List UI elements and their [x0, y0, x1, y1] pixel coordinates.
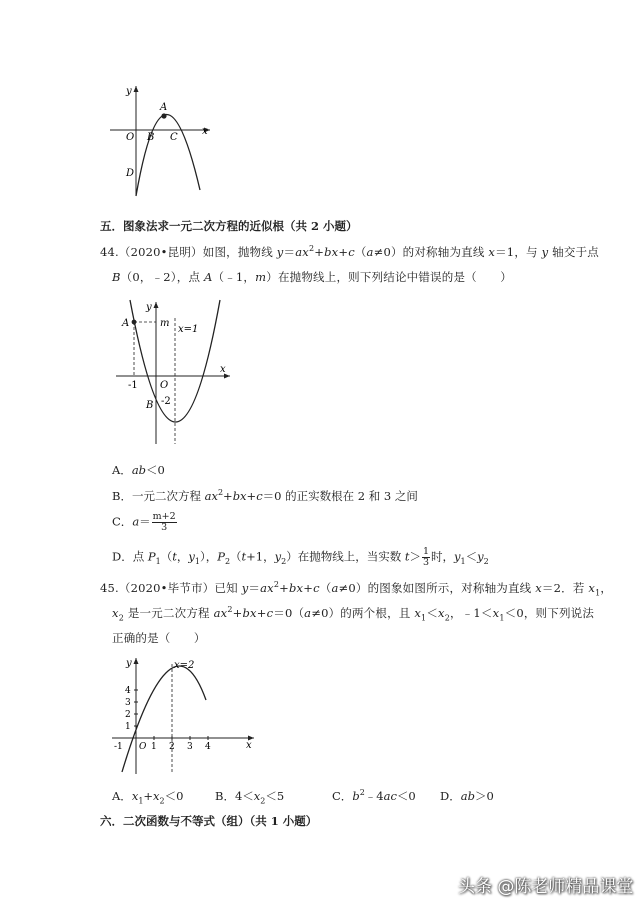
graph0-label-y: y: [126, 86, 132, 97]
graph44-label-O: O: [160, 380, 169, 391]
graph44-label-neg1: -1: [128, 380, 138, 391]
section-6-title: 六．二次函数与不等式（组）（共 1 小题）: [100, 814, 318, 828]
graph45-tick-xneg1: -1: [114, 742, 123, 752]
q44-option-c[interactable]: C．a＝ $\frac{m+2}{3}$: [112, 511, 176, 533]
watermark: 头条 @陈老师精品课堂: [458, 877, 634, 897]
fraction: $\frac{m+2}{3}$: [152, 511, 176, 533]
q45-option-a[interactable]: A．$x_1+x_2<0$: [112, 789, 184, 806]
graph45-label-O: O: [139, 742, 147, 752]
graph0-label-B: B: [147, 132, 155, 143]
graph0-label-O: O: [126, 132, 135, 143]
graph44-label-B: B: [146, 400, 154, 411]
graph44-label-m: m: [160, 318, 170, 329]
parabola-graph-q44: [108, 296, 238, 446]
graph44-label-A: A: [122, 318, 130, 329]
graph44-label-x1: x=1: [178, 324, 199, 335]
graph45-tick-y2: 2: [125, 710, 131, 720]
fraction: $\frac{1}{3}$: [423, 546, 430, 568]
graph45-tick-y4: 4: [125, 686, 131, 696]
q44-line1: 44.（2020•昆明）如图，抛物线 $y=ax^2+bx+c(a\ne 0)$的对称轴为直线 x＝1，与 y 轴交于点: [100, 244, 599, 259]
parabola-graph-q45: [106, 654, 266, 776]
graph45-tick-x3: 3: [187, 742, 193, 752]
q44-option-d[interactable]: D．点 $P_1(t$，$y_1$），$P_2(t+1$，$y_2$）在抛物线上，当实数 t＞ $\frac{1}{3}$ 时，$y_1<y_2$: [112, 546, 489, 568]
q44-line2: B（0，﹣2），点 A（﹣1，m）在抛物线上，则下列结论中错误的是（ ）: [112, 270, 512, 284]
graph45-tick-x2: 2: [169, 742, 175, 752]
graph0-label-C: C: [170, 132, 178, 143]
graph45-label-x: x: [246, 740, 252, 751]
graph45-label-y: y: [126, 658, 132, 669]
graph44-label-neg2: -2: [161, 396, 171, 407]
q45-line3: 正确的是（ ）: [112, 631, 206, 645]
parabola-graph-top: [100, 78, 220, 198]
graph45-tick-y1: 1: [125, 722, 131, 732]
q44-option-a[interactable]: A．ab＜0: [112, 463, 165, 477]
q45-line2: $x_2$ 是一元二次方程 $ax^2+bx+c=0(a\ne 0)$的两个根，且 $x_1<x_2$，$﹣1<x_1<0$，则下列说法: [112, 605, 595, 623]
graph0-label-A: A: [160, 102, 168, 113]
graph0-label-x: x: [202, 126, 208, 137]
q45-option-d[interactable]: D．ab＞0: [440, 789, 494, 803]
graph44-label-y: y: [146, 302, 152, 313]
q44-option-b[interactable]: B．一元二次方程 $ax^2+bx+c=0$ 的正实数根在 2 和 3 之间: [112, 488, 418, 503]
section-5-title: 五．图象法求一元二次方程的近似根（共 2 小题）: [100, 219, 358, 233]
graph0-label-D: D: [126, 168, 135, 179]
graph45-label-x2: x=2: [174, 660, 195, 671]
q45-option-c[interactable]: C．$b^2﹣4ac<0$: [332, 788, 416, 803]
q45-line1: 45.（2020•毕节市）已知 $y=ax^2+bx+c(a\ne 0)$的图象如图所示，对称轴为直线 x＝2．若 $x_1$，: [100, 580, 613, 598]
graph45-tick-y3: 3: [125, 698, 131, 708]
graph45-tick-x1: 1: [151, 742, 157, 752]
q45-option-b[interactable]: B．$4<x_2<5$: [215, 789, 285, 806]
graph44-label-x: x: [220, 364, 226, 375]
graph45-tick-x4: 4: [205, 742, 211, 752]
